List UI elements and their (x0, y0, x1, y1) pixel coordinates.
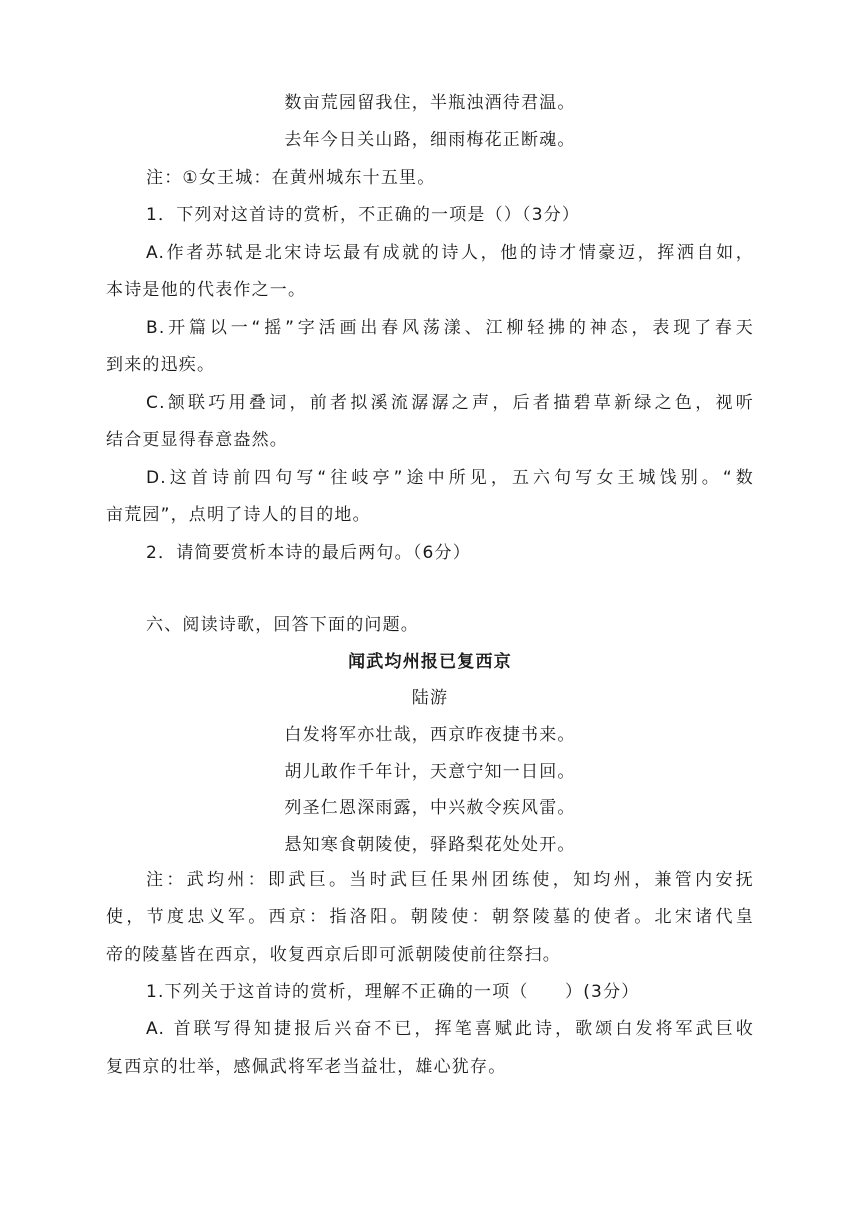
question-stem: 2．请简要赏析本诗的最后两句。（6分） (146, 543, 471, 563)
option-a-line1: A.作者苏轼是北宋诗坛最有成就的诗人，他的诗才情豪迈，挥洒自如， (146, 243, 754, 263)
poem-line: 列圣仁恩深雨露，中兴赦令疾风雷。 (284, 798, 576, 818)
option-c-line2: 结合更显得春意盎然。 (106, 430, 288, 450)
poem-note-line3: 帝的陵墓皆在西京，收复西京后即可派朝陵使前往祭扫。 (106, 945, 561, 965)
poem-line: 胡儿敢作千年计，天意宁知一日回。 (284, 762, 576, 782)
question-stem: 1．下列对这首诗的赏析，不正确的一项是（）（3分） (146, 205, 581, 225)
poem-title: 闻武均州报已复西京 (348, 652, 512, 672)
poem-author: 陆游 (411, 688, 449, 708)
option-a-line2: 本诗是他的代表作之一。 (106, 280, 307, 300)
poem-line: 数亩荒园留我住，半瓶浊酒待君温。 (284, 93, 576, 113)
poem-note-line2: 使，节度忠义军。西京：指洛阳。朝陵使：朝祭陵墓的使者。北宋诸代皇 (106, 907, 754, 927)
option-a-line1: A. 首联写得知捷报后兴奋不已，挥笔喜赋此诗，歌颂白发将军武巨收 (146, 1019, 754, 1039)
option-a-line2: 复西京的壮举，感佩武将军老当益壮，雄心犹存。 (106, 1057, 507, 1077)
option-d-line1: D.这首诗前四句写“往岐亭”途中所见，五六句写女王城饯别。“数 (146, 468, 754, 488)
question-stem: 1.下列关于这首诗的赏析，理解不正确的一项（ ）(3分） (146, 982, 640, 1002)
option-c-line1: C.颔联巧用叠词，前者拟溪流潺潺之声，后者描碧草新绿之色，视听 (146, 393, 754, 413)
option-b-line2: 到来的迅疾。 (106, 355, 216, 375)
poem-line: 白发将军亦壮哉，西京昨夜捷书来。 (284, 725, 576, 745)
section-heading: 六、阅读诗歌，回答下面的问题。 (146, 615, 419, 635)
option-d-line2: 亩荒园”，点明了诗人的目的地。 (106, 505, 371, 525)
poem-line: 去年今日关山路，细雨梅花正断魂。 (284, 130, 576, 150)
option-b-line1: B.开篇以一“摇”字活画出春风荡漾、江柳轻拂的神态，表现了春天 (146, 318, 754, 338)
poem-note: 注：①女王城：在黄州城东十五里。 (146, 168, 436, 188)
poem-line: 悬知寒食朝陵使，驿路梨花处处开。 (284, 835, 576, 855)
poem-note-line1: 注：武均州：即武巨。当时武巨任果州团练使，知均州，兼管内安抚 (146, 870, 754, 890)
